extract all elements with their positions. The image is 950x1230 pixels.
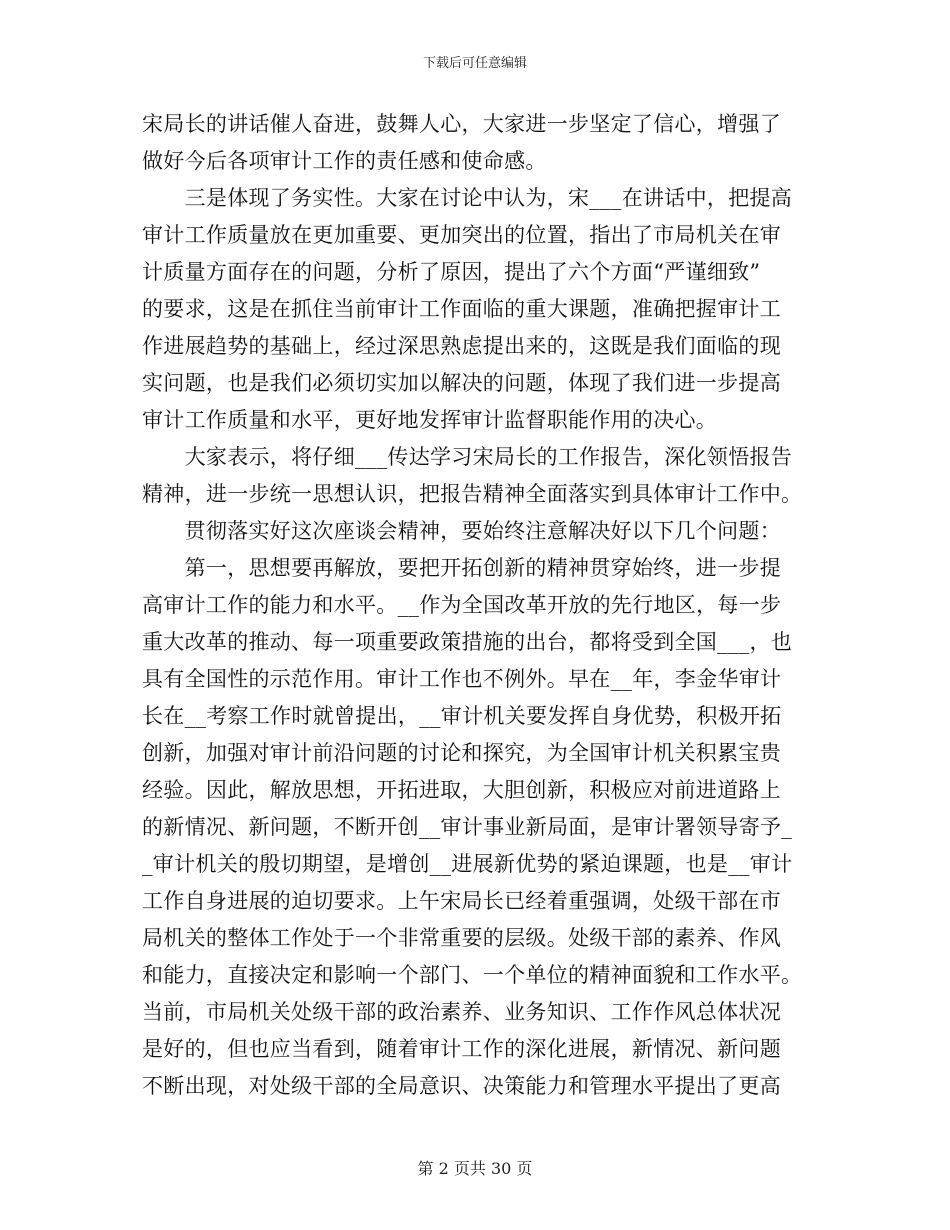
text-line: 和能力，直接决定和影响一个部门、一个单位的精神面貌和工作水平。	[142, 963, 803, 987]
page-header: 下载后可任意编辑	[422, 56, 527, 71]
text-line: 不断出现，对处级干部的全局意识、决策能力和管理水平提出了更高	[142, 1074, 781, 1098]
text-line: 三是体现了务实性。大家在讨论中认为，宋___在讲话中，把提高	[142, 186, 793, 210]
text-line: 的新情况、新问题，不断开创__审计事业新局面，是审计署领导寄予_	[142, 815, 793, 839]
text-line: 第一，思想要再解放，要把开拓创新的精神贯穿始终，进一步提	[142, 556, 781, 580]
text-line: 实问题，也是我们必须切实加以解决的问题，体现了我们进一步提高	[142, 371, 781, 395]
text-line: 局机关的整体工作处于一个非常重要的层级。处级干部的素养、作风	[142, 926, 781, 950]
text-line: 当前，市局机关处级干部的政治素养、业务知识、工作作风总体状况	[142, 1000, 781, 1024]
text-line: 的要求，这是在抓住当前审计工作面临的重大课题，准确把握审计工	[142, 297, 781, 321]
text-line: 审计工作质量放在更加重要、更加突出的位置，指出了市局机关在审	[142, 223, 781, 247]
text-line: 精神，进一步统一思想认识，把报告精神全面落实到具体审计工作中。	[142, 482, 803, 506]
text-line: 做好今后各项审计工作的责任感和使命感。	[142, 149, 547, 173]
text-line: 计质量方面存在的问题，分析了原因，提出了六个方面“严谨细致”	[142, 260, 761, 284]
text-line: 是好的，但也应当看到，随着审计工作的深化进展，新情况、新问题	[142, 1037, 781, 1061]
text-line: 创新，加强对审计前沿问题的讨论和探究，为全国审计机关积累宝贵	[142, 741, 781, 765]
text-line: 经验。因此，解放思想，开拓进取，大胆创新，积极应对前进道路上	[142, 778, 781, 802]
text-line: 审计工作质量和水平，更好地发挥审计监督职能作用的决心。	[142, 408, 718, 432]
text-line: 大家表示，将仔细___传达学习宋局长的工作报告，深化领悟报告	[142, 445, 793, 469]
text-line: 工作自身进展的迫切要求。上午宋局长已经着重强调，处级干部在市	[142, 889, 781, 913]
text-line: 具有全国性的示范作用。审计工作也不例外。早在__年，李金华审计	[142, 667, 782, 691]
text-line: 重大改革的推动、每一项重要政策措施的出台，都将受到全国___，也	[142, 630, 793, 654]
text-line: _审计机关的殷切期望，是增创__进展新优势的紧迫课题，也是__审计	[142, 852, 793, 876]
text-line: 宋局长的讲话催人奋进，鼓舞人心，大家进一步坚定了信心，增强了	[142, 112, 781, 136]
text-line: 长在__考察工作时就曾提出，__审计机关要发挥自身优势，积极开拓	[142, 704, 782, 728]
text-line: 贯彻落实好这次座谈会精神，要始终注意解决好以下几个问题：	[142, 519, 781, 543]
text-line: 作进展趋势的基础上，经过深思熟虑提出来的，这既是我们面临的现	[142, 334, 781, 358]
text-line: 高审计工作的能力和水平。__作为全国改革开放的先行地区，每一步	[142, 593, 782, 617]
page-footer: 第 2 页共 30 页	[417, 1159, 533, 1178]
